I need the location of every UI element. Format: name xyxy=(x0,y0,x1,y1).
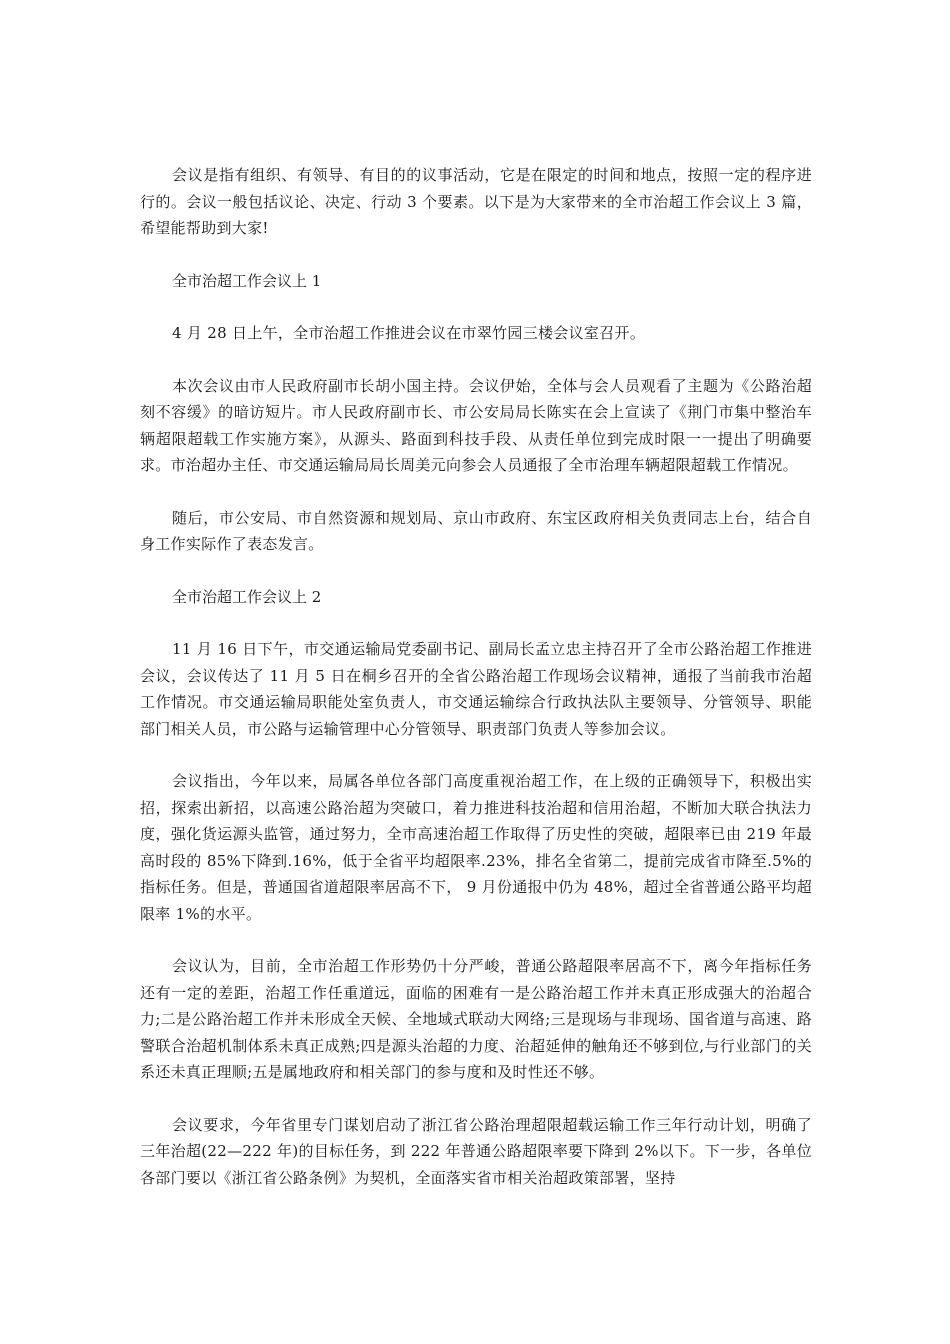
section-2-paragraph-1: 11 月 16 日下午，市交通运输局党委副书记、副局长孟立忠主持召开了全市公路治超工作推进会议，会议传达了 11 月 5 日在桐乡召开的全省公路治超工作现场会议精神，通报了当前我市治超工作情况。市交通运输局职能处室负责人，市交通运输综合行政执法队主要领导、分管领导、职能部门相关人员，市公路与运输管理中心分管领导、职责部门负责人等参加会议。 xyxy=(140,640,812,738)
document-page xyxy=(140,162,812,1217)
section-2-paragraph-2: 会议指出，今年以来，局属各单位各部门高度重视治超工作，在上级的正确领导下，积极出实招，探索出新招，以高速公路治超为突破口，着力推进科技治超和信用治超，不断加大联合执法力度，强化货运源头监管，通过努力，全市高速治超工作取得了历史性的突破，超限率已由 219 年最高时段的 85%下降到.16%，低于全省平均超限率.23%，排名全省第二，提前完成省市降至.5%的指标任务。但是，普通国省道超限率居高不下， 9 月份通报中仍为 48%，超过全省普通公路平均超限率 1%的水平。 xyxy=(140,772,812,923)
section-1-heading: 全市治超工作会议上 1 xyxy=(172,271,322,290)
section-1-paragraph-1: 4 月 28 日上午，全市治超工作推进会议在市翠竹园三楼会议室召开。 xyxy=(172,324,646,342)
section-1-paragraph-2: 本次会议由市人民政府副市长胡小国主持。会议伊始，全体与会人员观看了主题为《公路治超 刻不容缓》的暗访短片。市人民政府副市长、市公安局局长陈实在会上宣读了《荆门市集中整治车辆超限超载工作实施方案》，从源头、路面到科技手段、从责任单位到完成时限一一提出了明确要求。市治超办主任、市交通运输局局长周美元向参会人员通报了全市治理车辆超限超载工作情况。 xyxy=(140,376,812,474)
section-2-paragraph-4: 会议要求，今年省里专门谋划启动了浙江省公路治理超限超载运输工作三年行动计划，明确了三年治超(22—222 年)的目标任务，到 222 年普通公路超限率要下降到 2%以下。下一步，各单位各部门要以《浙江省公路条例》为契机，全面落实省市相关治超政策部署，坚持 xyxy=(140,1115,812,1187)
section-1-paragraph-3: 随后，市公安局、市自然资源和规划局、京山市政府、东宝区政府相关负责同志上台，结合自身工作实际作了表态发言。 xyxy=(140,508,812,553)
intro-paragraph: 会议是指有组织、有领导、有目的的议事活动，它是在限定的时间和地点，按照一定的程序进行的。会议一般包括议论、决定、行动 3 个要素。以下是为大家带来的全市治超工作会议上 3 篇，希望能帮助到大家! xyxy=(140,166,812,237)
section-2-heading: 全市治超工作会议上 2 xyxy=(172,587,322,606)
section-2-paragraph-3: 会议认为，目前，全市治超工作形势仍十分严峻，普通公路超限率居高不下，离今年指标任务还有一定的差距，治超工作任重道远，面临的困难有一是公路治超工作并未真正形成强大的治超合力;二是公路治超工作并未形成全天候、全地域式联动大网络;三是现场与非现场、国省道与高速、路警联合治超机制体系未真正成熟;四是源头治超的力度、治超延伸的触角还不够到位,与行业部门的关系还未真正理顺;五是属地政府和相关部门的参与度和及时性还不够。 xyxy=(140,957,812,1081)
